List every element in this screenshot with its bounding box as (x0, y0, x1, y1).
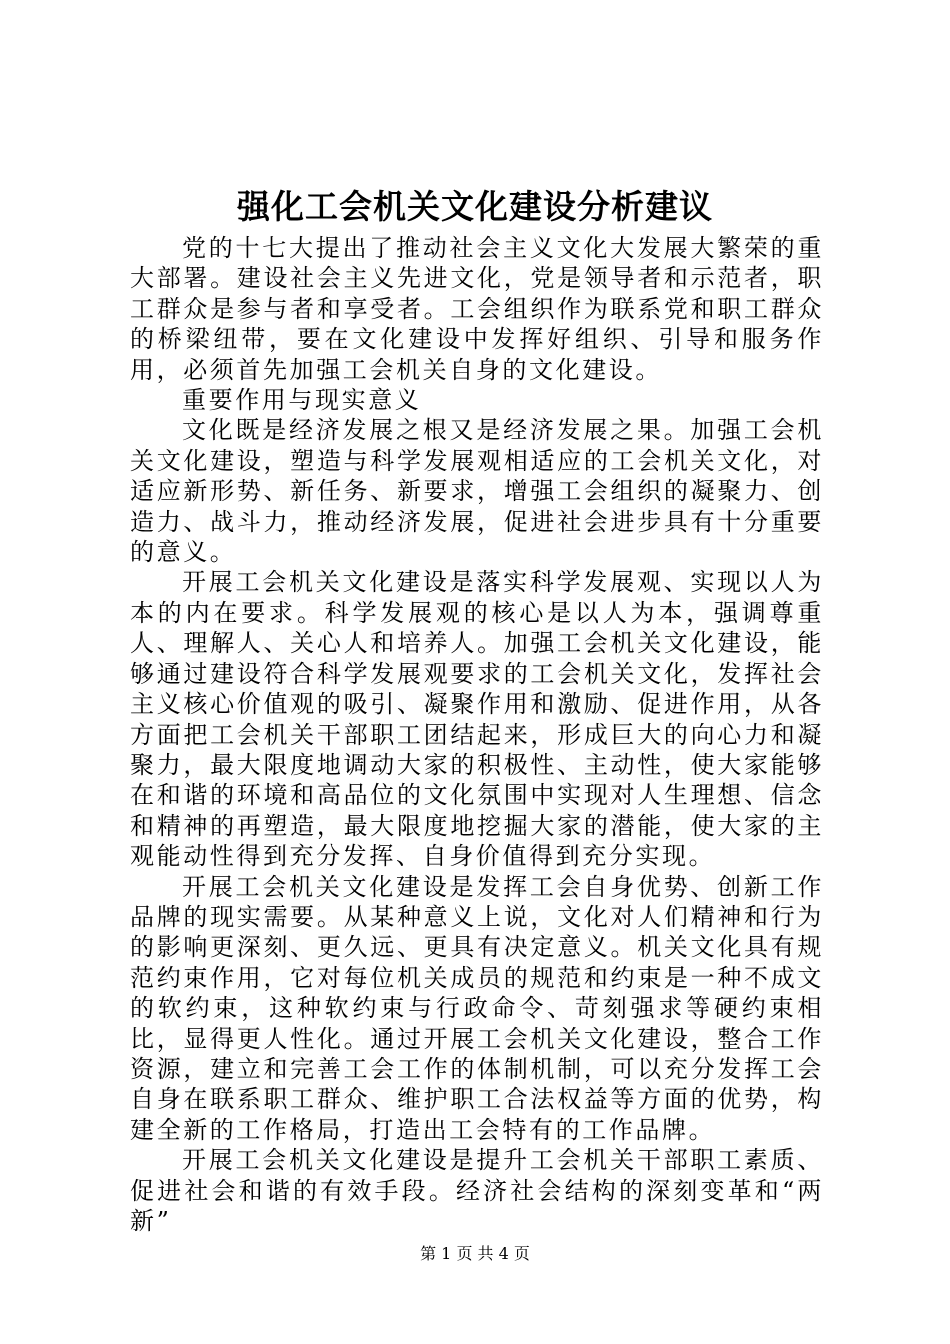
document-title: 强化工会机关文化建设分析建议 (237, 187, 713, 226)
paragraph-intro: 党的十七大提出了推动社会主义文化大发展大繁荣的重大部署。建设社会主义先进文化，党是领导者和示范者，职工群众是参与者和享受者。工会组织作为联系党和职工群众的桥梁纽带，要在文化建设中发挥好组织、引导和服务作用，必须首先加强工会机关自身的文化建设。 (130, 234, 824, 384)
paragraph-work-brand: 开展工会机关文化建设是发挥工会自身优势、创新工作品牌的现实需要。从某种意义上说，文化对人们精神和行为的影响更深刻、更久远、更具有决定意义。机关文化具有规范约束作用，它对每位机关成员的规范和约束是一种不成文的软约束，这种软约束与行政命令、苛刻强求等硬约束相比，显得更人性化。通过开展工会机关文化建设，整合工作资源，建立和完善工会工作的体制机制，可以充分发挥工会自身在联系职工群众、维护职工合法权益等方面的优势，构建全新的工作格局，打造出工会特有的工作品牌。 (130, 872, 824, 1144)
section-heading: 重要作用与现实意义 (182, 386, 422, 415)
paragraph-significance: 文化既是经济发展之根又是经济发展之果。加强工会机关文化建设，塑造与科学发展观相适应的工会机关文化，对适应新形势、新任务、新要求，增强工会组织的凝聚力、创造力、战斗力，推动经济发展，促进社会进步具有十分重要的意义。 (130, 416, 824, 567)
paragraph-staff-quality: 开展工会机关文化建设是提升工会机关干部职工素质、促进社会和谐的有效手段。经济社会结构的深刻变革和“两新” (130, 1146, 824, 1235)
document-body (130, 233, 824, 1236)
paragraph-scientific-development: 开展工会机关文化建设是落实科学发展观、实现以人为本的内在要求。科学发展观的核心是以人为本，强调尊重人、理解人、关心人和培养人。加强工会机关文化建设，能够通过建设符合科学发展观要求的工会机关文化，发挥社会主义核心价值观的吸引、凝聚作用和激励、促进作用，从各方面把工会机关干部职工团结起来，形成巨大的向心力和凝聚力，最大限度地调动大家的积极性、主动性，使大家能够在和谐的环境和高品位的文化氛围中实现对人生理想、信念和精神的再塑造，最大限度地挖掘大家的潜能，使大家的主观能动性得到充分发挥、自身价值得到充分实现。 (130, 568, 824, 871)
page-footer: 第 1 页 共 4 页 (420, 1244, 530, 1263)
